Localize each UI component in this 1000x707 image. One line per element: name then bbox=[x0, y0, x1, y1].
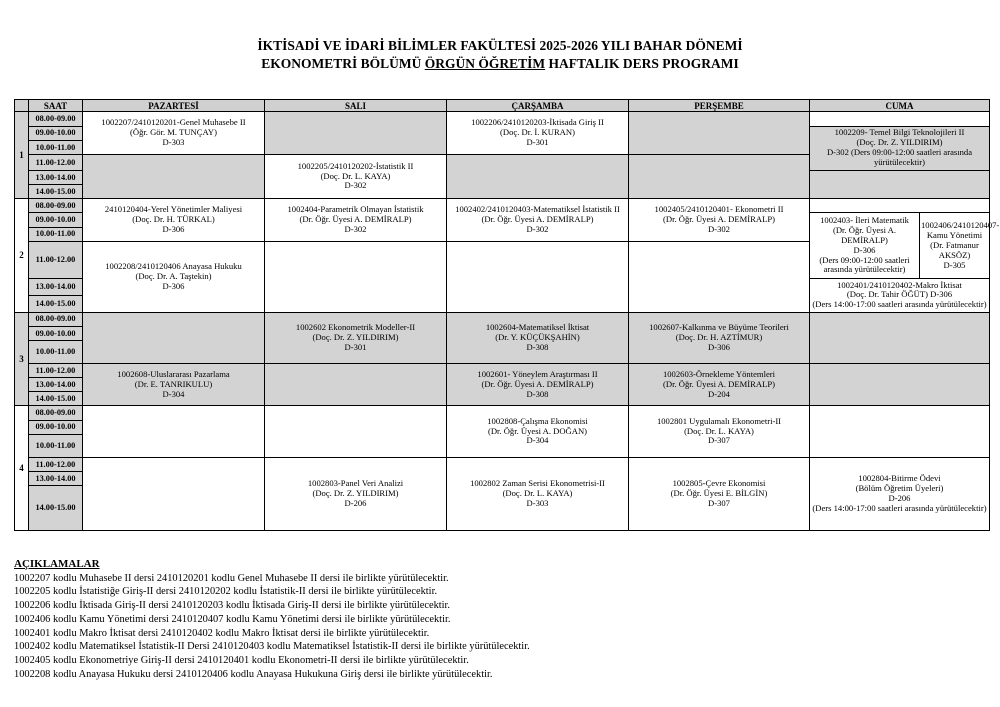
course-name: 1002608-Uluslararası Pazarlama bbox=[117, 368, 230, 379]
course-name: 1002603-Örnekleme Yöntemleri bbox=[662, 368, 776, 379]
course-cell bbox=[920, 213, 1000, 279]
note: (Ders 14:00-17:00 saatleri arasında yürütülecektir) bbox=[812, 502, 987, 513]
hour-label: 08.00-09.00 bbox=[29, 199, 83, 213]
hour-label: 13.00-14.00 bbox=[29, 170, 83, 184]
room: D-302 bbox=[708, 223, 730, 234]
empty-cell bbox=[83, 154, 265, 198]
course-cell bbox=[83, 363, 265, 406]
course-cell bbox=[810, 457, 990, 530]
title-line-2-underlined: ÖRGÜN ÖĞRETİM bbox=[424, 56, 546, 71]
empty-cell bbox=[810, 406, 990, 457]
hour-label: 11.00-12.00 bbox=[29, 363, 83, 377]
instructor: (Dr. Öğr. Üyesi A. DEMİRALP) bbox=[481, 378, 594, 389]
course-cell bbox=[810, 279, 990, 312]
hour-label: 11.00-12.00 bbox=[29, 241, 83, 278]
instructor: (Dr. E. TANRIKULU) bbox=[134, 378, 213, 389]
course-name: 1002405/2410120401- Ekonometri II bbox=[654, 204, 784, 215]
title-line-1: İKTİSADİ VE İDARİ BİLİMLER FAKÜLTESİ 2025-2026 YILI BAHAR DÖNEMİ bbox=[257, 38, 743, 53]
empty-cell bbox=[629, 154, 810, 198]
course-cell bbox=[629, 406, 810, 457]
note-line: 1002208 kodlu Anayasa Hukuku dersi 2410120406 kodlu Anayasa Hukukuna Giriş dersi ile birlikte yürütülecektir. bbox=[14, 668, 493, 680]
room: D-304 bbox=[526, 435, 549, 446]
course-name: 1002604-Matematiksel İktisat bbox=[485, 321, 590, 332]
empty-cell bbox=[265, 406, 447, 457]
course-cell bbox=[447, 406, 629, 457]
instructor: (Doç. Dr. A. Taştekin) bbox=[135, 270, 212, 281]
instructor: (Doç. Dr. Tahir ÖĞÜT) D-306 bbox=[846, 289, 953, 300]
note-line: 1002406 kodlu Kamu Yönetimi dersi 2410120407 kodlu Kamu Yönetimi dersi ile birlikte yürütülecektir. bbox=[14, 613, 451, 625]
instructor: (Doç. Dr. Z. YILDIRIM) bbox=[856, 137, 943, 148]
instructor: (Doç. Dr. H. TÜRKAL) bbox=[132, 213, 215, 224]
header-row bbox=[15, 100, 990, 112]
hour-label: 10.00-11.00 bbox=[29, 227, 83, 241]
instructor: (Doç. Dr. İ. KURAN) bbox=[500, 127, 575, 138]
course-name: 1002208/2410120406 Anayasa Hukuku bbox=[105, 260, 242, 271]
note-line: 1002205 kodlu İstatistiğe Giriş-II dersi 2410120202 kodlu İstatistik-II dersi ile birlikte yürütülecektir. bbox=[14, 586, 438, 598]
hour-label: 11.00-12.00 bbox=[29, 457, 83, 471]
empty-cell bbox=[265, 363, 447, 406]
course-cell bbox=[447, 312, 629, 363]
grade-label: 1 bbox=[15, 112, 29, 199]
course-name: 1002205/2410120202-İstatistik II bbox=[297, 160, 414, 171]
empty-cell bbox=[83, 406, 265, 457]
header-friday: CUMA bbox=[810, 100, 990, 112]
header-wednesday: ÇARŞAMBA bbox=[447, 100, 629, 112]
hour-label: 09.00-10.00 bbox=[29, 420, 83, 434]
hour-label: 13.00-14.00 bbox=[29, 471, 83, 485]
course-name: 1002404-Parametrik Olmayan İstatistik bbox=[287, 204, 424, 215]
hour-label: 13.00-14.00 bbox=[29, 279, 83, 296]
course-name: 1002801 Uygulamalı Ekonometri-II bbox=[656, 415, 782, 426]
empty-cell bbox=[83, 312, 265, 363]
course-cell bbox=[629, 199, 810, 242]
course-name: 1002402/2410120403-Matematiksel İstatistik II bbox=[455, 204, 620, 215]
empty-cell bbox=[810, 199, 990, 213]
empty-cell bbox=[447, 154, 629, 198]
instructor: (Dr. Y. KÜÇÜKŞAHİN) bbox=[495, 331, 580, 342]
hour-label: 10.00-11.00 bbox=[29, 140, 83, 154]
empty-cell bbox=[629, 241, 810, 312]
room: D-306 bbox=[853, 244, 876, 255]
course-cell bbox=[447, 112, 629, 155]
room: D-302 bbox=[344, 223, 367, 234]
note: (Ders 09:00-12:00 saatleri arasında yürütülecektir) bbox=[819, 254, 910, 275]
empty-cell bbox=[810, 170, 990, 198]
course-name: 2410120404-Yerel Yönetimler Maliyesi bbox=[104, 204, 243, 215]
hour-label: 13.00-14.00 bbox=[29, 378, 83, 392]
instructor: (Dr. Öğr. Üyesi A. DEMİRALP) bbox=[663, 378, 775, 389]
course-cell bbox=[265, 312, 447, 363]
empty-cell bbox=[265, 241, 447, 312]
header-time: SAAT bbox=[29, 100, 83, 112]
instructor: (Dr. Öğr. Üyesi E. BİLGİN) bbox=[670, 487, 768, 498]
hour-label: 14.00-15.00 bbox=[29, 486, 83, 531]
instructor: (Öğr. Gör. M. TUNÇAY) bbox=[130, 127, 217, 138]
empty-cell bbox=[810, 363, 990, 406]
empty-cell bbox=[629, 112, 810, 155]
course-name: 1002209- Temel Bilgi Teknolojileri II bbox=[834, 127, 965, 138]
course-cell bbox=[265, 457, 447, 530]
instructor: (Dr. Öğr. Üyesi A. DEMİRALP) bbox=[481, 213, 594, 224]
room: D-301 bbox=[526, 137, 549, 148]
course-cell bbox=[810, 213, 920, 279]
room: D-303 bbox=[162, 137, 185, 148]
instructor: (Dr. Öğr. Üyesi A. DEMİRALP) bbox=[299, 213, 412, 224]
instructor: (Dr. Fatmanur AKSÖZ) bbox=[930, 239, 979, 260]
course-name: 1002207/2410120201-Genel Muhasebe II bbox=[101, 117, 246, 128]
hour-label: 10.00-11.00 bbox=[29, 340, 83, 363]
empty-cell bbox=[83, 457, 265, 530]
course-name: 1002401/2410120402-Makro İktisat bbox=[837, 279, 962, 290]
header-thursday: PERŞEMBE bbox=[629, 100, 810, 112]
instructor: (Doç. Dr. L. KAYA) bbox=[684, 425, 754, 436]
room: D-302 bbox=[526, 223, 549, 234]
header-tuesday: SALI bbox=[265, 100, 447, 112]
room: D-302 (Ders 09:00-12:00 saatleri arasında yürütülecektir) bbox=[826, 147, 973, 168]
room: D-302 bbox=[344, 180, 367, 191]
note-line: 1002405 kodlu Ekonometriye Giriş-II dersi 2410120401 kodlu Ekonometri-II dersi ile birlikte yürütülecektir. bbox=[14, 654, 469, 666]
course-cell bbox=[265, 154, 447, 198]
course-cell bbox=[447, 199, 629, 242]
course-cell bbox=[447, 457, 629, 530]
hour-label: 11.00-12.00 bbox=[29, 154, 83, 170]
empty-cell bbox=[810, 112, 990, 126]
course-name: 1002804-Bitirme Ödevi bbox=[858, 473, 941, 484]
room: D-303 bbox=[526, 497, 549, 508]
header-grade bbox=[15, 100, 29, 112]
course-cell bbox=[629, 363, 810, 406]
hour-label: 10.00-11.00 bbox=[29, 434, 83, 457]
notes-section bbox=[14, 558, 530, 681]
schedule-table bbox=[14, 99, 1000, 531]
room: D-301 bbox=[344, 341, 367, 352]
hour-label: 14.00-15.00 bbox=[29, 392, 83, 406]
course-cell bbox=[83, 241, 265, 312]
course-name: 1002808-Çalışma Ekonomisi bbox=[487, 415, 588, 426]
room: D-204 bbox=[708, 388, 730, 399]
title-line-2-post: HAFTALIK DERS PROGRAMI bbox=[545, 56, 739, 71]
hour-label: 09.00-10.00 bbox=[29, 213, 83, 227]
room: D-306 bbox=[162, 280, 185, 291]
course-cell bbox=[629, 312, 810, 363]
hour-label: 08.00-09.00 bbox=[29, 112, 83, 126]
note-line: 1002206 kodlu İktisada Giriş-II dersi 2410120203 kodlu İktisada Giriş-II dersi ile birlikte yürütülecektir. bbox=[14, 600, 451, 612]
hour-label: 14.00-15.00 bbox=[29, 184, 83, 198]
empty-cell bbox=[810, 312, 990, 363]
course-name: 1002805-Çevre Ekonomisi bbox=[672, 478, 766, 489]
grade-label: 2 bbox=[15, 199, 29, 312]
course-cell bbox=[83, 112, 265, 155]
instructor: (Doç. Dr. Z. YILDIRIM) bbox=[312, 487, 399, 498]
grade-label: 3 bbox=[15, 312, 29, 406]
room: D-304 bbox=[162, 388, 185, 399]
course-name: 1002602 Ekonometrik Modeller-II bbox=[295, 321, 416, 332]
hour-label: 14.00-15.00 bbox=[29, 295, 83, 312]
header-monday: PAZARTESİ bbox=[83, 100, 265, 112]
room: D-307 bbox=[708, 435, 730, 446]
course-name: 1002403- İleri Matematik bbox=[820, 215, 909, 226]
course-cell bbox=[83, 199, 265, 242]
course-name: 1002803-Panel Veri Analizi bbox=[307, 478, 404, 489]
course-cell bbox=[265, 199, 447, 242]
title-line-2 bbox=[0, 56, 1000, 72]
hour-label: 09.00-10.00 bbox=[29, 326, 83, 340]
room: D-206 bbox=[888, 492, 911, 503]
course-cell bbox=[447, 363, 629, 406]
hour-label: 09.00-10.00 bbox=[29, 126, 83, 140]
note: (Ders 14:00-17:00 saatleri arasında yürütülecektir) bbox=[812, 299, 987, 310]
instructor: (Doç. Dr. H. AZTİMUR) bbox=[675, 331, 763, 342]
room: D-306 bbox=[162, 223, 185, 234]
course-name: 1002206/2410120203-İktisada Giriş II bbox=[471, 117, 604, 128]
room: D-308 bbox=[526, 341, 549, 352]
hour-label: 08.00-09.00 bbox=[29, 312, 83, 326]
course-cell bbox=[810, 126, 990, 170]
course-name: 1002607-Kalkınma ve Büyüme Teorileri bbox=[649, 321, 789, 332]
course-name: 1002802 Zaman Serisi Ekonometrisi-II bbox=[470, 478, 605, 489]
hour-label: 08.00-09.00 bbox=[29, 406, 83, 420]
instructor: (Dr. Öğr. Üyesi A. DEMİRALP) bbox=[832, 224, 897, 245]
room: D-307 bbox=[708, 497, 730, 508]
instructor: (Dr. Öğr. Üyesi A. DOĞAN) bbox=[487, 425, 588, 436]
empty-cell bbox=[265, 112, 447, 155]
room: D-305 bbox=[943, 259, 966, 270]
room: D-206 bbox=[344, 497, 367, 508]
title-line-2-pre: EKONOMETRİ BÖLÜMÜ bbox=[261, 56, 425, 71]
note-line: 1002402 kodlu Matematiksel İstatistik-II Dersi 2410120403 kodlu Matematiksel İstatistik-II dersi ile birlikte yürütülecektir. bbox=[14, 641, 530, 653]
course-name: 1002406/2410120407-Kamu Yönetimi bbox=[921, 220, 1000, 240]
course-cell bbox=[629, 457, 810, 530]
empty-cell bbox=[447, 241, 629, 312]
note-line: 1002207 kodlu Muhasebe II dersi 2410120201 kodlu Genel Muhasebe II dersi ile birlikte yürütülecektir. bbox=[14, 572, 449, 584]
instructor: (Doç. Dr. L. KAYA) bbox=[320, 170, 391, 181]
notes-title: AÇIKLAMALAR bbox=[14, 558, 100, 570]
note-line: 1002401 kodlu Makro İktisat dersi 2410120402 kodlu Makro İktisat dersi ile birlikte yürütülecektir. bbox=[14, 627, 430, 639]
room: D-308 bbox=[526, 388, 549, 399]
instructor: (Bölüm Öğretim Üyeleri) bbox=[855, 482, 944, 493]
course-name: 1002601- Yöneylem Araştırması II bbox=[477, 368, 598, 379]
instructor: (Doç. Dr. Z. YILDIRIM) bbox=[312, 331, 399, 342]
instructor: (Dr. Öğr. Üyesi A. DEMİRALP) bbox=[663, 213, 775, 224]
grade-label: 4 bbox=[15, 406, 29, 531]
room: D-306 bbox=[708, 341, 730, 352]
instructor: (Doç. Dr. L. KAYA) bbox=[502, 487, 573, 498]
